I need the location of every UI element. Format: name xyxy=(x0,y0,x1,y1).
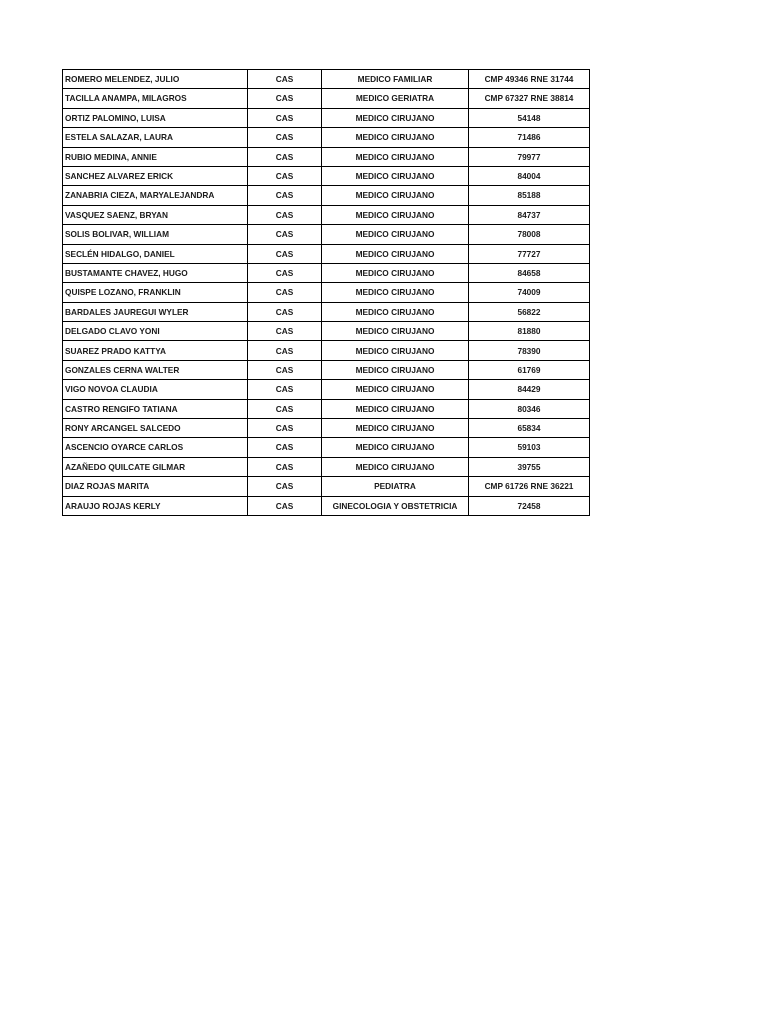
registration-code-cell: 79977 xyxy=(469,147,590,166)
specialty-cell: MEDICO CIRUJANO xyxy=(322,108,469,127)
table-row xyxy=(63,399,590,418)
table-row xyxy=(63,225,590,244)
specialty-cell: MEDICO CIRUJANO xyxy=(322,128,469,147)
regime-cell: CAS xyxy=(248,302,322,321)
name-cell: ROMERO MELENDEZ, JULIO xyxy=(63,70,248,89)
specialty-cell: MEDICO CIRUJANO xyxy=(322,380,469,399)
table-row xyxy=(63,128,590,147)
regime-cell: CAS xyxy=(248,128,322,147)
regime-cell: CAS xyxy=(248,108,322,127)
table-row xyxy=(63,302,590,321)
specialty-cell: MEDICO CIRUJANO xyxy=(322,341,469,360)
name-cell: AZAÑEDO QUILCATE GILMAR xyxy=(63,457,248,476)
specialty-cell: MEDICO CIRUJANO xyxy=(322,283,469,302)
specialty-cell: MEDICO CIRUJANO xyxy=(322,360,469,379)
name-cell: ESTELA SALAZAR, LAURA xyxy=(63,128,248,147)
name-cell: CASTRO RENGIFO TATIANA xyxy=(63,399,248,418)
specialty-cell: MEDICO CIRUJANO xyxy=(322,186,469,205)
registration-code-cell: 84658 xyxy=(469,263,590,282)
name-cell: RONY ARCANGEL SALCEDO xyxy=(63,419,248,438)
specialty-cell: MEDICO CIRUJANO xyxy=(322,263,469,282)
name-cell: GONZALES CERNA WALTER xyxy=(63,360,248,379)
regime-cell: CAS xyxy=(248,322,322,341)
regime-cell: CAS xyxy=(248,419,322,438)
specialty-cell: PEDIATRA xyxy=(322,477,469,496)
name-cell: SUAREZ PRADO KATTYA xyxy=(63,341,248,360)
table-row xyxy=(63,166,590,185)
name-cell: SECLÉN HIDALGO, DANIEL xyxy=(63,244,248,263)
table-row xyxy=(63,263,590,282)
regime-cell: CAS xyxy=(248,438,322,457)
name-cell: SANCHEZ ALVAREZ ERICK xyxy=(63,166,248,185)
staff-table-body xyxy=(63,70,590,516)
registration-code-cell: 77727 xyxy=(469,244,590,263)
name-cell: RUBIO MEDINA, ANNIE xyxy=(63,147,248,166)
registration-code-cell: CMP 67327 RNE 38814 xyxy=(469,89,590,108)
regime-cell: CAS xyxy=(248,70,322,89)
specialty-cell: MEDICO CIRUJANO xyxy=(322,147,469,166)
specialty-cell: MEDICO GERIATRA xyxy=(322,89,469,108)
registration-code-cell: 54148 xyxy=(469,108,590,127)
registration-code-cell: 65834 xyxy=(469,419,590,438)
specialty-cell: MEDICO CIRUJANO xyxy=(322,302,469,321)
specialty-cell: MEDICO CIRUJANO xyxy=(322,166,469,185)
name-cell: SOLIS BOLIVAR, WILLIAM xyxy=(63,225,248,244)
table-row xyxy=(63,70,590,89)
table-row xyxy=(63,477,590,496)
specialty-cell: MEDICO FAMILIAR xyxy=(322,70,469,89)
registration-code-cell: 56822 xyxy=(469,302,590,321)
name-cell: ZANABRIA CIEZA, MARYALEJANDRA xyxy=(63,186,248,205)
name-cell: QUISPE LOZANO, FRANKLIN xyxy=(63,283,248,302)
specialty-cell: MEDICO CIRUJANO xyxy=(322,457,469,476)
name-cell: DELGADO CLAVO YONI xyxy=(63,322,248,341)
regime-cell: CAS xyxy=(248,89,322,108)
registration-code-cell: 78008 xyxy=(469,225,590,244)
registration-code-cell: 85188 xyxy=(469,186,590,205)
specialty-cell: MEDICO CIRUJANO xyxy=(322,438,469,457)
table-row xyxy=(63,341,590,360)
regime-cell: CAS xyxy=(248,283,322,302)
registration-code-cell: 81880 xyxy=(469,322,590,341)
table-row xyxy=(63,496,590,515)
registration-code-cell: CMP 49346 RNE 31744 xyxy=(469,70,590,89)
table-row xyxy=(63,360,590,379)
name-cell: VASQUEZ SAENZ, BRYAN xyxy=(63,205,248,224)
registration-code-cell: 84429 xyxy=(469,380,590,399)
regime-cell: CAS xyxy=(248,496,322,515)
name-cell: TACILLA ANAMPA, MILAGROS xyxy=(63,89,248,108)
registration-code-cell: 84737 xyxy=(469,205,590,224)
registration-code-cell: 84004 xyxy=(469,166,590,185)
registration-code-cell: 39755 xyxy=(469,457,590,476)
specialty-cell: MEDICO CIRUJANO xyxy=(322,244,469,263)
regime-cell: CAS xyxy=(248,166,322,185)
name-cell: VIGO NOVOA CLAUDIA xyxy=(63,380,248,399)
table-row xyxy=(63,108,590,127)
regime-cell: CAS xyxy=(248,399,322,418)
table-row xyxy=(63,186,590,205)
table-row xyxy=(63,438,590,457)
name-cell: BARDALES JAUREGUI WYLER xyxy=(63,302,248,321)
regime-cell: CAS xyxy=(248,380,322,399)
table-row xyxy=(63,283,590,302)
registration-code-cell: CMP 61726 RNE 36221 xyxy=(469,477,590,496)
name-cell: ORTIZ PALOMINO, LUISA xyxy=(63,108,248,127)
regime-cell: CAS xyxy=(248,147,322,166)
regime-cell: CAS xyxy=(248,263,322,282)
regime-cell: CAS xyxy=(248,360,322,379)
regime-cell: CAS xyxy=(248,186,322,205)
table-row xyxy=(63,147,590,166)
specialty-cell: MEDICO CIRUJANO xyxy=(322,225,469,244)
table-row xyxy=(63,419,590,438)
registration-code-cell: 74009 xyxy=(469,283,590,302)
regime-cell: CAS xyxy=(248,477,322,496)
table-row xyxy=(63,89,590,108)
staff-table xyxy=(62,69,590,516)
name-cell: BUSTAMANTE CHAVEZ, HUGO xyxy=(63,263,248,282)
regime-cell: CAS xyxy=(248,225,322,244)
regime-cell: CAS xyxy=(248,205,322,224)
name-cell: DIAZ ROJAS MARITA xyxy=(63,477,248,496)
registration-code-cell: 61769 xyxy=(469,360,590,379)
name-cell: ASCENCIO OYARCE CARLOS xyxy=(63,438,248,457)
table-row xyxy=(63,205,590,224)
registration-code-cell: 71486 xyxy=(469,128,590,147)
specialty-cell: MEDICO CIRUJANO xyxy=(322,205,469,224)
name-cell: ARAUJO ROJAS KERLY xyxy=(63,496,248,515)
table-row xyxy=(63,457,590,476)
specialty-cell: GINECOLOGIA Y OBSTETRICIA xyxy=(322,496,469,515)
specialty-cell: MEDICO CIRUJANO xyxy=(322,322,469,341)
regime-cell: CAS xyxy=(248,244,322,263)
table-row xyxy=(63,322,590,341)
regime-cell: CAS xyxy=(248,341,322,360)
table-row xyxy=(63,244,590,263)
regime-cell: CAS xyxy=(248,457,322,476)
registration-code-cell: 72458 xyxy=(469,496,590,515)
specialty-cell: MEDICO CIRUJANO xyxy=(322,419,469,438)
registration-code-cell: 59103 xyxy=(469,438,590,457)
specialty-cell: MEDICO CIRUJANO xyxy=(322,399,469,418)
registration-code-cell: 78390 xyxy=(469,341,590,360)
table-row xyxy=(63,380,590,399)
registration-code-cell: 80346 xyxy=(469,399,590,418)
